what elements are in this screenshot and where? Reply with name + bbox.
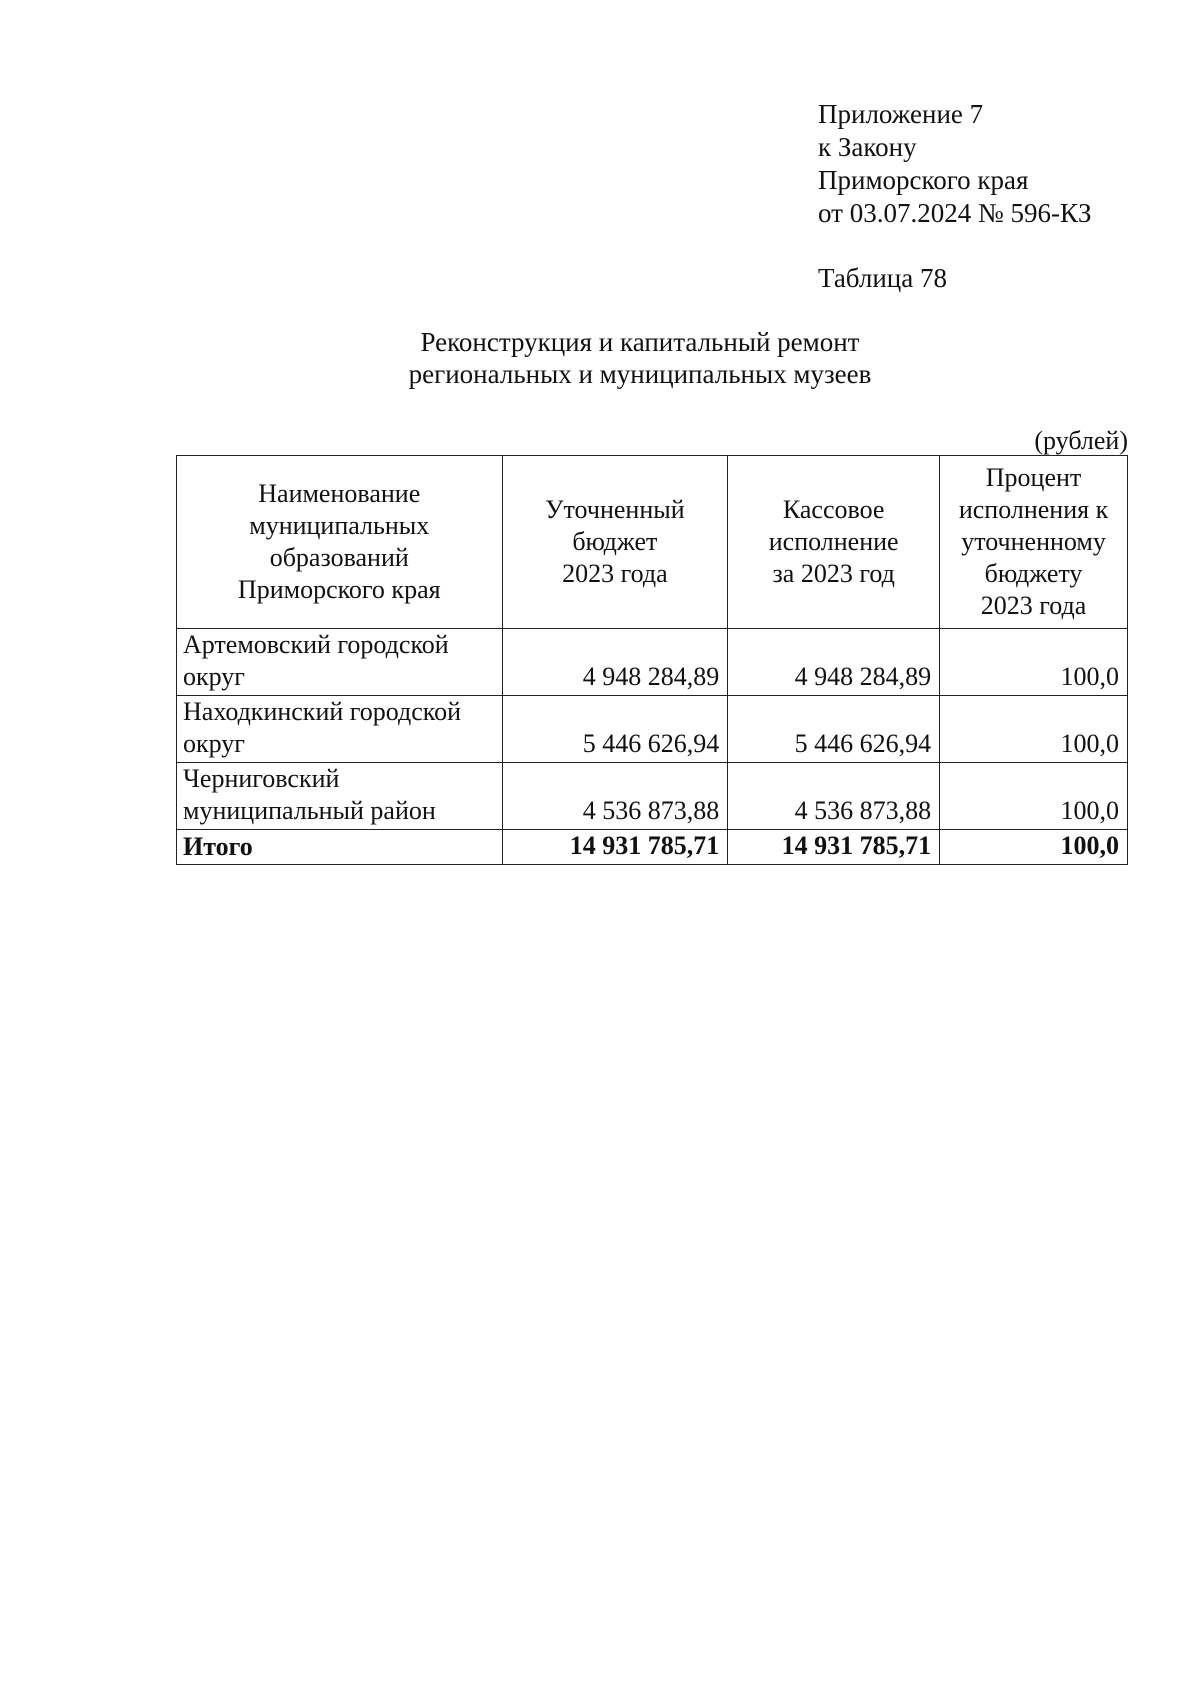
- header-text-line: Процент: [985, 463, 1082, 492]
- municipality-cell: [177, 763, 503, 830]
- header-text-line: 2023 года: [980, 591, 1087, 620]
- percent-cell: 100,0: [940, 763, 1128, 830]
- title-line-1: Реконструкция и капитальный ремонт: [420, 327, 860, 357]
- table-row: [177, 763, 1128, 830]
- header-text-line: муниципальных: [249, 511, 430, 540]
- header-percent: [940, 456, 1128, 629]
- budget-cell: 4 536 873,88: [502, 763, 728, 830]
- header-text-line: за 2023 год: [772, 559, 895, 588]
- budget-cell: 5 446 626,94: [502, 696, 728, 763]
- budget-table: [176, 455, 1128, 865]
- percent-cell: 100,0: [940, 629, 1128, 696]
- appendix-line-1: Приложение 7: [818, 99, 984, 129]
- municipality-line: Артемовский городской: [183, 630, 449, 659]
- header-text-line: 2023 года: [562, 559, 668, 588]
- header-text-line: исполнение: [768, 527, 899, 556]
- total-percent-cell: 100,0: [940, 830, 1128, 865]
- table-number: Таблица 78: [818, 263, 947, 293]
- table-row: [177, 629, 1128, 696]
- percent-cell: 100,0: [940, 696, 1128, 763]
- header-execution: [728, 456, 940, 629]
- execution-cell: 4 536 873,88: [728, 763, 940, 830]
- municipality-line: округ: [183, 729, 245, 758]
- municipality-cell: [177, 696, 503, 763]
- header-municipality: [177, 456, 503, 629]
- table-row: [177, 696, 1128, 763]
- header-text-line: исполнения к: [958, 495, 1109, 524]
- appendix-reference: [818, 98, 1091, 230]
- municipality-cell: [177, 629, 503, 696]
- municipality-line: муниципальный район: [183, 796, 436, 825]
- header-text-line: уточненному: [961, 527, 1106, 556]
- municipality-line: Находкинский городской: [183, 697, 462, 726]
- execution-cell: 5 446 626,94: [728, 696, 940, 763]
- title-line-2: региональных и муниципальных музеев: [408, 359, 872, 389]
- header-text-line: бюджет: [572, 527, 658, 556]
- appendix-line-2: к Закону: [818, 132, 917, 162]
- units-label: (рублей): [1034, 426, 1128, 455]
- header-text-line: Приморского края: [237, 575, 441, 604]
- total-execution-cell: 14 931 785,71: [728, 830, 940, 865]
- header-text-line: бюджету: [984, 559, 1083, 588]
- appendix-line-4: от 03.07.2024 № 596-КЗ: [818, 198, 1092, 228]
- header-budget: [502, 456, 728, 629]
- budget-cell: 4 948 284,89: [502, 629, 728, 696]
- total-row: [177, 830, 1128, 865]
- header-text-line: Наименование: [258, 479, 421, 508]
- municipality-line: Черниговский: [183, 764, 340, 793]
- total-label: Итого: [177, 830, 503, 865]
- table-header-row: [177, 456, 1128, 629]
- municipality-line: округ: [183, 662, 245, 691]
- document-title: [290, 326, 990, 390]
- appendix-line-3: Приморского края: [818, 165, 1029, 195]
- header-text-line: Кассовое: [782, 495, 885, 524]
- header-text-line: Уточненный: [545, 495, 685, 524]
- header-text-line: образований: [269, 543, 409, 572]
- execution-cell: 4 948 284,89: [728, 629, 940, 696]
- total-budget-cell: 14 931 785,71: [502, 830, 728, 865]
